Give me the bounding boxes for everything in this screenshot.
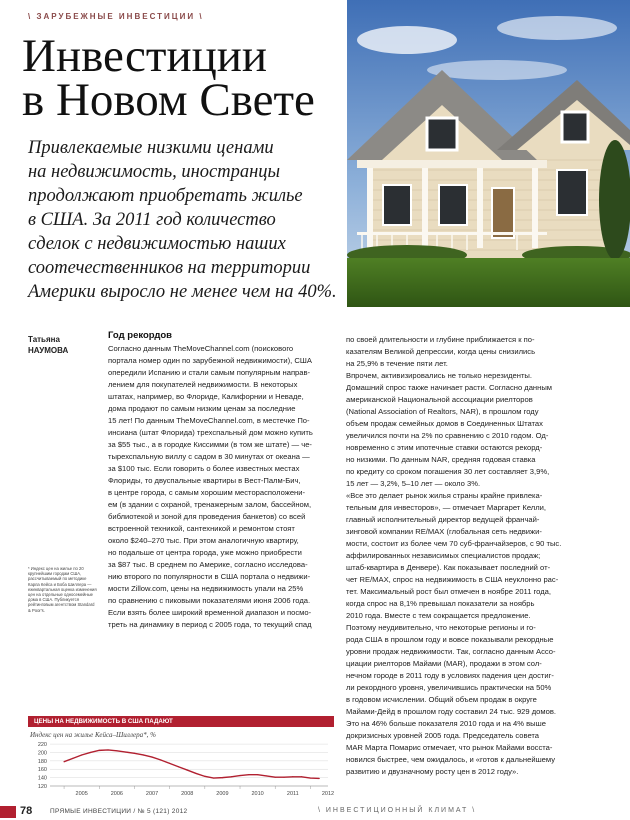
text-line: американской Национальной ассоциации риелторов — [346, 395, 533, 404]
series-line — [64, 750, 319, 778]
text-line: развитию и двузначному росту цен в 2012 году». — [346, 767, 519, 776]
text-line: нечном городе в 2011 году в условиях падения цен достиг- — [346, 671, 554, 680]
lead-line: в США. За 2011 год количество — [28, 210, 276, 230]
text-line: лением для покупателей недвижимости. В некоторых — [108, 380, 298, 389]
text-line: за $87 тыс. В среднем по Америке, согласно исследова- — [108, 560, 308, 569]
article-title — [22, 30, 315, 126]
data-point — [81, 754, 82, 755]
x-tick-label: 2010 — [251, 791, 264, 797]
data-point — [292, 776, 293, 777]
lead-line: продолжают приобретать жилье — [28, 186, 303, 206]
text-line: по сравнению с пиковыми показателями июня 2006 года. — [108, 596, 311, 605]
text-line: чет RE/MAX, спрос на недвижимость в США неуклонно рас- — [346, 575, 559, 584]
data-point — [178, 766, 179, 767]
text-line: мости Zillow.com, цены на недвижимость упали на 25% — [108, 584, 304, 593]
x-tick-label: 2006 — [110, 791, 123, 797]
data-point — [204, 776, 205, 777]
author-first-name: Татьяна — [28, 335, 60, 344]
text-line: ли рекордного уровня, увеличившись практически на 50% — [346, 683, 552, 692]
text-line: Поэтому неудивительно, что некоторые регионы и го- — [346, 623, 536, 632]
page-number: 78 — [20, 805, 33, 817]
text-line: Если взять более широкий временной диапазон и посмо- — [108, 608, 312, 617]
data-point — [107, 749, 108, 750]
magazine-issue: ПРЯМЫЕ ИНВЕСТИЦИИ / № 5 (121) 2012 — [50, 808, 188, 815]
chart-subtitle: Индекс цен на жилье Кейса–Шиллера*, % — [30, 731, 156, 739]
text-line: штаб-квартира в Денвере). Как показывает последний от- — [346, 563, 551, 572]
y-tick-label: 140 — [37, 775, 47, 782]
text-line: тет. Максимальный рост был отмечен в ноябре 2011 года, — [346, 587, 551, 596]
data-point — [160, 759, 161, 760]
lead-line: Привлекаемые низкими ценами — [28, 138, 274, 158]
data-point — [301, 776, 302, 777]
data-point — [257, 774, 258, 775]
rubric-label: \ ИНВЕСТИЦИОННЫЙ КЛИМАТ \ — [318, 807, 477, 814]
article-column-1 — [108, 330, 334, 631]
y-tick-label: 200 — [37, 750, 47, 757]
data-point — [169, 763, 170, 764]
text-line: но низкими. По данным NAR, средняя годовая ставка — [346, 455, 536, 464]
data-point — [222, 777, 223, 778]
data-point — [231, 776, 232, 777]
text-line: рода США в прошлом году и вовсе показывали рекордные — [346, 635, 554, 644]
text-line: Домашний спрос также начинает расти. Согласно данным — [346, 383, 553, 392]
data-point — [90, 752, 91, 753]
data-point — [134, 753, 135, 754]
text-line: (National Association of Realtors, NAR), в прошлом году — [346, 407, 539, 416]
house-illustration — [347, 0, 630, 307]
y-tick-label: 160 — [37, 767, 47, 774]
data-point — [63, 761, 64, 762]
x-tick-label: 2012 — [321, 791, 334, 797]
article-column-2 — [346, 334, 604, 778]
data-point — [239, 775, 240, 776]
text-line: аффилированных независимых специалистов продаж; — [346, 551, 541, 560]
x-tick-label: 2005 — [75, 791, 88, 797]
lead-line: сделок с недвижимостью наших — [28, 234, 286, 254]
text-line: нию второго по популярности в США портала о недвижи- — [108, 572, 311, 581]
title-line: Инвестиции — [22, 30, 268, 82]
data-point — [72, 758, 73, 759]
text-line: тельным для инвесторов», — отмечает Маргарет Келли, — [346, 503, 547, 512]
text-line: по кредиту со сроком погашения 30 лет составляет 3,9%, — [346, 467, 550, 476]
y-tick-label: 120 — [37, 784, 47, 790]
article-lead — [28, 136, 348, 304]
text-line: казателям Великой депрессии, когда цены снизились — [346, 347, 536, 356]
text-line: на 25,9% в течение пяти лет. — [346, 359, 448, 368]
lead-line: на недвижимость, иностранцы — [28, 162, 281, 182]
data-point — [143, 754, 144, 755]
text-line: Это на 46% больше показателя 2010 года и на 4% выше — [346, 719, 546, 728]
text-line: за $55 тыс., а в городке Киссимми (в том же штате) — че- — [108, 440, 312, 449]
text-line: штатах, например, во Флориде, Калифорнии и Неваде, — [108, 392, 304, 401]
column-2-text — [346, 334, 604, 778]
house-photo — [347, 0, 630, 307]
text-line: встроенной техникой, сантехникой и ремонтом стоят — [108, 524, 295, 533]
text-line: новился быстрее, чем ожидалось, и «готов к дальнейшему — [346, 755, 555, 764]
chart-footnote: * Индекс цен на жилье по 20 крупнейшим городам США, рассчитываемый по методике Карла Кейса и Бобa Шиллера — ежеквартальная оценка изменения цен на отдельные односемейные дома в США. Публикуется рейтинговым агентством Standard & Poor's. — [28, 566, 97, 613]
text-line: около $240–270 тыс. При этом аналогичную квартиру, — [108, 536, 299, 545]
text-line: треть на динамику в период с 2005 года, то текущий спад — [108, 620, 312, 629]
text-line: за $100 тыс. Если говорить о более известных местах — [108, 464, 300, 473]
column-1-text — [108, 343, 334, 631]
data-point — [125, 751, 126, 752]
text-line: Согласно данным TheMoveChannel.com (поискового — [108, 344, 294, 353]
data-point — [310, 777, 311, 778]
text-line: в центре города, с самым хорошим месторасположени- — [108, 488, 306, 497]
section-heading: Год рекордов — [108, 330, 173, 341]
lead-line: Америки выросло не менее чем на 40%. — [28, 282, 337, 302]
text-line: докризисных уровней 2005 года. Председатель совета — [346, 731, 540, 740]
text-line: опередили Испанию и стали самым популярным направ- — [108, 368, 311, 377]
x-tick-label: 2007 — [145, 791, 159, 797]
data-point — [195, 773, 196, 774]
text-line: «Все это делает рынок жилья страны крайне привлека- — [346, 491, 543, 500]
text-line: но подальше от центра города, уже можно приобрести — [108, 548, 302, 557]
text-line: в годовом исчислении. Общий объем продаж в округе — [346, 695, 537, 704]
text-line: портала номер один по зарубежной недвижимости), США — [108, 356, 312, 365]
y-tick-label: 220 — [37, 742, 47, 749]
text-line: 15 лет! По данным TheMoveChannel.com, в местечке По- — [108, 416, 310, 425]
data-point — [187, 769, 188, 770]
text-line: зинговой компании RE/MAX (глобальная сеть недвижи- — [346, 527, 542, 536]
x-tick-label: 2008 — [181, 791, 194, 797]
data-point — [266, 775, 267, 776]
data-point — [275, 777, 276, 778]
text-line: ем (в здании с охраной, тренажерным залом, бассейном, — [108, 500, 312, 509]
text-line: библиотекой и зоной для проведения банкетов) со всей — [108, 512, 306, 521]
author-last-name: НАУМОВА — [28, 346, 69, 355]
x-tick-label: 2009 — [216, 791, 229, 797]
text-line: Флориды, то двуспальные квартиры в Вест-Палм-Бич, — [108, 476, 301, 485]
text-line: Впрочем, активизировались не только нерезиденты. — [346, 371, 532, 380]
text-line: новременно с этим ипотечные ставки остаются рекорд- — [346, 443, 543, 452]
text-line: 15 лет — 3,2%, 5–10 лет — около 3%. — [346, 479, 481, 488]
data-point — [283, 777, 284, 778]
text-line: инсиана (штат Флорида) трехспальный дом можно купить — [108, 428, 313, 437]
data-point — [116, 750, 117, 751]
author-byline — [28, 334, 68, 356]
price-index-chart — [28, 740, 334, 798]
text-line: мости, состоит из более чем 70 суб-франчайзеров, с 90 тыс. — [346, 539, 562, 548]
lead-line: соотечественников на территории — [28, 258, 311, 278]
data-point — [151, 756, 152, 757]
text-line: когда спрос на 8,1% превышал показатели за ноябрь — [346, 599, 535, 608]
page-number-marker — [0, 806, 16, 818]
data-point — [99, 750, 100, 751]
text-line: по своей длительности и глубине приближается к по- — [346, 335, 535, 344]
data-point — [213, 777, 214, 778]
data-point — [248, 774, 249, 775]
text-line: циации риелторов Майами (MAR), продажи в этом сол- — [346, 659, 542, 668]
text-line: 2010 года. Вместе с тем сокращается предложение. — [346, 611, 531, 620]
text-line: тырехспальную виллу с садом в 30 минутах от океана — — [108, 452, 310, 461]
data-point — [319, 778, 320, 779]
text-line: увеличился почти на 2% по сравнению с 2010 годом. Од- — [346, 431, 549, 440]
section-tag: \ ЗАРУБЕЖНЫЕ ИНВЕСТИЦИИ \ — [28, 12, 204, 21]
text-line: дома продают по самым низким ценам за последние — [108, 404, 296, 413]
text-line: Майами-Дейд в прошлом году составил 24 тыс. 929 домов. — [346, 707, 556, 716]
text-line: MAR Марта Помарис отмечает, что рынок Майами восста- — [346, 743, 553, 752]
text-line: уровни продаж недвижимости. Так, согласно данным Ассо- — [346, 647, 556, 656]
text-line: объем продаж семейных домов в Соединенных Штатах — [346, 419, 543, 428]
text-line: главный исполнительный директор ведущей франчай- — [346, 515, 540, 524]
y-tick-label: 180 — [37, 758, 47, 765]
chart-title: ЦЕНЫ НА НЕДВИЖИМОСТЬ В США ПАДАЮТ — [28, 716, 334, 727]
x-tick-label: 2011 — [286, 791, 299, 797]
title-line: в Новом Свете — [22, 74, 315, 126]
